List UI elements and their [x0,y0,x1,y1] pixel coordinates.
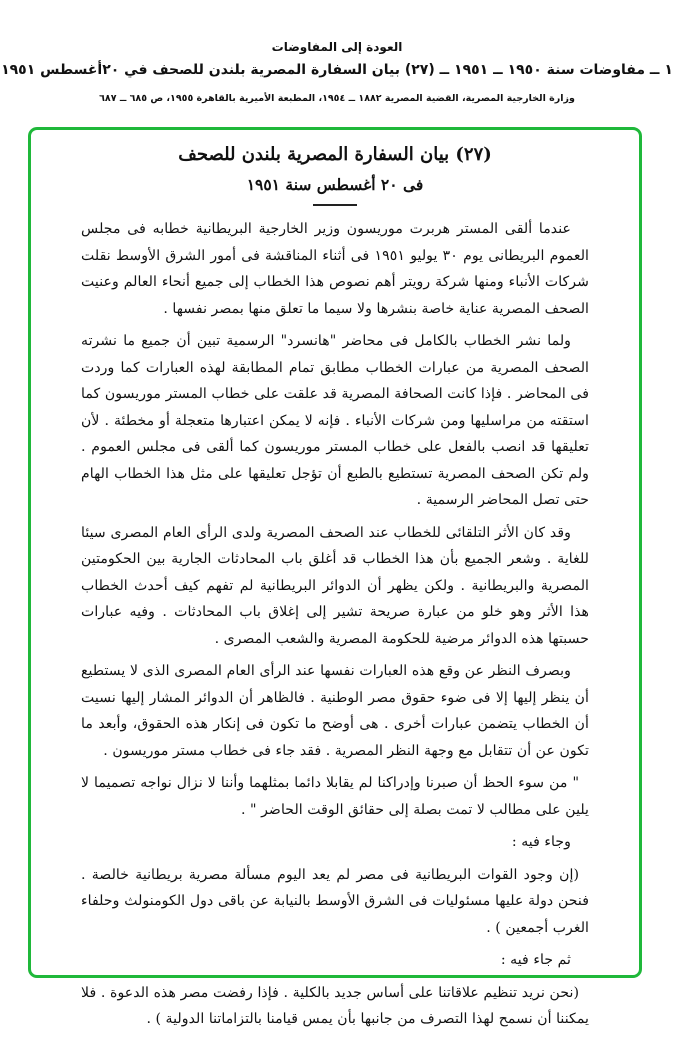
document-body [81,136,589,1039]
quote-paragraph: " من سوء الحظ أن صبرنا وإدراكنا لم يقابلا دائما بمثلهما وأننا لا نزال نواجه تصميما لا يلين على مطالب لا تمت بصلة إلى حقائق الوقت الحاضر " . [81,775,589,818]
paragraph: وبصرف النظر عن وقع هذه العبارات نفسها عند الرأى العام المصرى الذى لا يستطيع أن ينظر إليها إلا فى ضوء حقوق مصر الوطنية . فالظاهر أن الدوائر المشار إليها نسيت أن الخطاب يتضمن عبارات أخرى . هى أوضح ما تكون فى إنكار هذه الحقوق، وأبعد ما تكون عن أن تتقابل مع وجهة النظر المصرية . فقد جاء فى خطاب مستر موريسون . [81,663,589,759]
document-title: (٢٧) بيان السفارة المصرية بلندن للصحف [178,144,492,165]
source-citation: وزارة الخارجية المصرية، القضية المصرية ١٨٨٢ ــ ١٩٥٤، المطبعة الأميرية بالقاهرة ١٩٥٥، ص ٦٨٥ ــ ٦٨٧ [99,93,575,104]
quote-label: وجاء فيه : [511,834,571,850]
quote-paragraph: (نحن نريد تنظيم علاقاتنا على أساس جديد بالكلية . فإذا رفضت مصر هذه الدعوة . فلا يمكننا أن نسمح لهذا التصرف من جانبها بأن يمس قيامنا بالتزاماتنا الدولية ) . [81,984,589,1027]
running-title: العودة إلى المفاوضات [271,40,403,54]
quote-paragraph: (إن وجود القوات البريطانية فى مصر لم يعد اليوم مسألة مصرية بريطانية خالصة . فنحن دولة عليها مسئوليات فى الشرق الأوسط بالنيابة عن باقى دول الكومنولث وحلفاء الغرب أجمعين ) . [81,866,589,936]
paragraph: ولما نشر الخطاب بالكامل فى محاضر "هانسرد" الرسمية تبين أن جميع ما نشرته الصحف المصرية من عبارات الخطاب مطابق تمام المطابقة لهذه العبارات كما وردت فى المحاضر . فإذا كانت الصحافة المصرية قد علقت على خطاب المستر موريسون كما استقته من مراسليها ومن شركات الأنباء . فإنه لا يمكن اعتبارها متعجلة أو مخطئة . لأن تعليقها قد انصب بالفعل على خطاب المستر موريسون كما ألقى فى مجلس العموم . ولم تكن الصحف المصرية تستطيع بالطبع أن تؤجل تعليقها على مثل هذا الخطاب الهام حتى تصل المحاضر الرسمية . [81,333,589,508]
highlighted-document-region [28,127,642,1027]
section-title: ١ ــ مفاوضات سنة ١٩٥٠ ــ ١٩٥١ ــ (٢٧) بيان السفارة المصرية بلندن للصحف في ٢٠أغسطس ١٩٥١ [1,62,673,78]
quote-label: ثم جاء فيه : [500,952,571,968]
title-divider [313,204,357,206]
paragraph: وقد كان الأثر التلقائى للخطاب عند الصحف المصرية ولدى الرأى العام المصرى سيئا للغاية . وشعر الجميع بأن هذا الخطاب قد أغلق باب المحادثات الجارية بين الحكومتين المصرية والبريطانية . ولكن يظهر أن الدوائر البريطانية لم تفهم كيف أحدث الخطاب هذا الأثر وهو خلو من عبارة صريحة تشير إلى إغلاق باب المحادثات . وفيه عبارات حسبتها هذه الدوائر مرضية للحكومة المصرية والشعب المصرى . [81,524,589,647]
paragraph: عندما ألقى المستر هربرت موريسون وزير الخارجية البريطانية خطابه فى مجلس العموم البريطانى يوم ٣٠ يوليو ١٩٥١ فى أثناء المناقشة فى أمور الشرق الأوسط نقلت شركات الأنباء ومنها شركة رويتر أهم نصوص هذا الخطاب إلى جميع أنحاء العالم وعنيت الصحف المصرية عناية خاصة بنشرها ولا سيما ما تعلق منها بمصر نفسها . [81,221,590,317]
document-date: فى ٢٠ أغسطس سنة ١٩٥١ [246,175,424,194]
